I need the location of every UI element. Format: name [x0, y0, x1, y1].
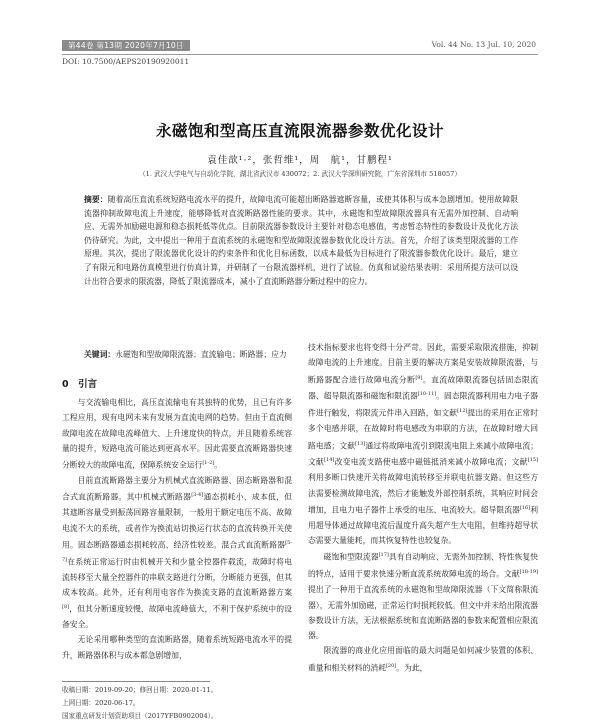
paragraph: 技术指标要求也将变得十分严苛。因此，需要采取限流措施，抑制故障电流的上升速度。目前主要的解决方案是安装故障限流器，与断路器配合进行故障电流分断[9]。直流故障限流器包括固态限流器、超导限流器和磁饱和限流器[10-11]。固态限流器利用电力电子器件进行触发，将限流元件串入回路，如文献[12]提出的采用在正常时多个电感并联，在故障时将电感改为串联的方法，在故障时增大回路电感；文献[13]通过将故障电流引到限流电阻上来减小故障电流；文献[14]改变电流支路使电感中磁链抵消来减小故障电流；文献[15]利用多断口快速开关将故障电流转移至并联电抗器支路。但这些方法需要检测故障电流，然后才能触发外部控制系统，其响应时间会增加，且电力电子器件上承受的电压、电流较大。超导限流器[16]利用超导体通过故障电流后温度升高失超产生大电阻，但维持超导状态需要大量能耗，而其恢复特性也较复杂。 — [308, 343, 539, 546]
abstract — [84, 193, 518, 288]
abstract-label: 摘要： — [84, 195, 108, 204]
body-column-right — [308, 340, 538, 676]
body-column-left — [62, 395, 292, 663]
affiliation: （1. 武汉大学电气与自动化学院，湖北省武汉市 430072；2. 武汉大学深圳研究院，广东省深圳市 518057） — [139, 170, 461, 178]
paragraph: 限流器的商业化应用面临的最大问题是如何减少装置的体积、重量和相关材料的消耗[20]。为此， — [308, 646, 538, 673]
authors: 袁佳歆¹·²，张哲维¹，周 航¹，甘鹏程¹ — [207, 155, 393, 166]
abstract-text: 随着高压直流系统短路电流水平的提升，故障电流可能超出断路器遮断容量，或使其体积与成本急剧增加。使用故障限流器抑制故障电流上升速度，能够降低对直流断路器性能的要求。其中，永磁饱和型故障限流器具有无需外加控制、自动响应、无需外加励磁电源和稳态损耗低等优点。目前限流器参数设计主要针对稳态电感值，考虑暂态特性的参数设计及优化方法仍待研究。为此，文中提出一种用于直流系统的永磁饱和型故障限流器参数优化设计方法。首先，介绍了该类型限流器的工作原理。其次，提出了限流器优化设计的约束条件和优化目标函数，以成本最低为目标进行了限流器参数优化设计。最后，建立了有限元和电路仿真模型进行仿真计算，并研制了一台限流器样机，进行了试验。仿真和试验结果表明：采用所提方法可以设计出符合要求的限流器，降低了限流器成本，减小了直流断路器分断过程中的应力。 — [84, 195, 519, 286]
header-rule — [62, 54, 538, 55]
section-heading: 0 引言 — [62, 379, 98, 390]
keywords-text: 永磁饱和型故障限流器；直流输电；断路器；应力 — [115, 350, 287, 359]
paragraph: 目前直流断路器主要分为机械式直流断路器、固态断路器和混合式直流断路器。其中机械式断路器[3-4]通态损耗小、成本低，但其遮断容量受到振荡回路容量限制，一般用于额定电压不高、故障电流不大的系统，或者作为换流站切换运行状态的直流转换开关使用。固态断路器通态损耗较高、经济性较差。混合式直流断路器[5-7]在系统正常运行时由机械开关和少量全控器件载流，故障时将电流转移至大量全控器件的串联支路进行分断，分断能力更强，但其成本较高。此外，还有利用电容作为换流支路的直流断路器方案[8]，但其分断速度较慢，故障电流峰值大，不利于保护系统中的设备安全。 — [62, 476, 293, 630]
journal-badge: 第44卷 第13期 2020年7月10日 — [62, 40, 190, 51]
footnote-online: 上网日期：2020-06-17。 — [62, 699, 140, 707]
paragraph: 与交流输电相比，高压直流输电有其独特的优势，且已有许多工程应用，现有电网未来有发展为直流电网的趋势。但由于直流侧故障电流在故障电流峰值大、上升速度快的特点，并且随着系统容量的提升，短路电流可能达到更高水平。因此需要直流断路器快速分断较大的故障电流，保障系统安全运行[1-2]。 — [62, 398, 292, 470]
footnote-rule — [62, 681, 210, 682]
footnote-received: 收稿日期：2019-09-20；修回日期：2020-01-11。 — [62, 686, 218, 694]
journal-volume-right: Vol. 44 No. 13 Jul. 10, 2020 — [431, 40, 536, 49]
paper-title: 永磁饱和型高压直流限流器参数优化设计 — [155, 122, 444, 140]
paragraph: 磁饱和型限流器[17]具有自动响应、无需外加控制、特性恢复快的特点，适用于要求快速分断直流系统故障电流的场合。文献[18-19]提出了一种用于直流系统的永磁饱和型故障限流器（下文简称限流器），无需外加励磁，正常运行时损耗较低。但文中并未给出限流器参数设计方法，无法根据系统和直流断路器的参数来配置相应限流器。 — [308, 552, 539, 641]
doi: DOI: 10.7500/AEPS20190920011 — [62, 57, 190, 66]
keywords-label: 关键词： — [84, 350, 116, 359]
footnote-fund: 国家重点研发计划资助项目（2017YFB0902004）。 — [62, 712, 218, 720]
paragraph: 无论采用哪种类型的直流断路器，随着系统短路电流水平的提升，断路器体积与成本都急剧增加， — [62, 635, 292, 660]
